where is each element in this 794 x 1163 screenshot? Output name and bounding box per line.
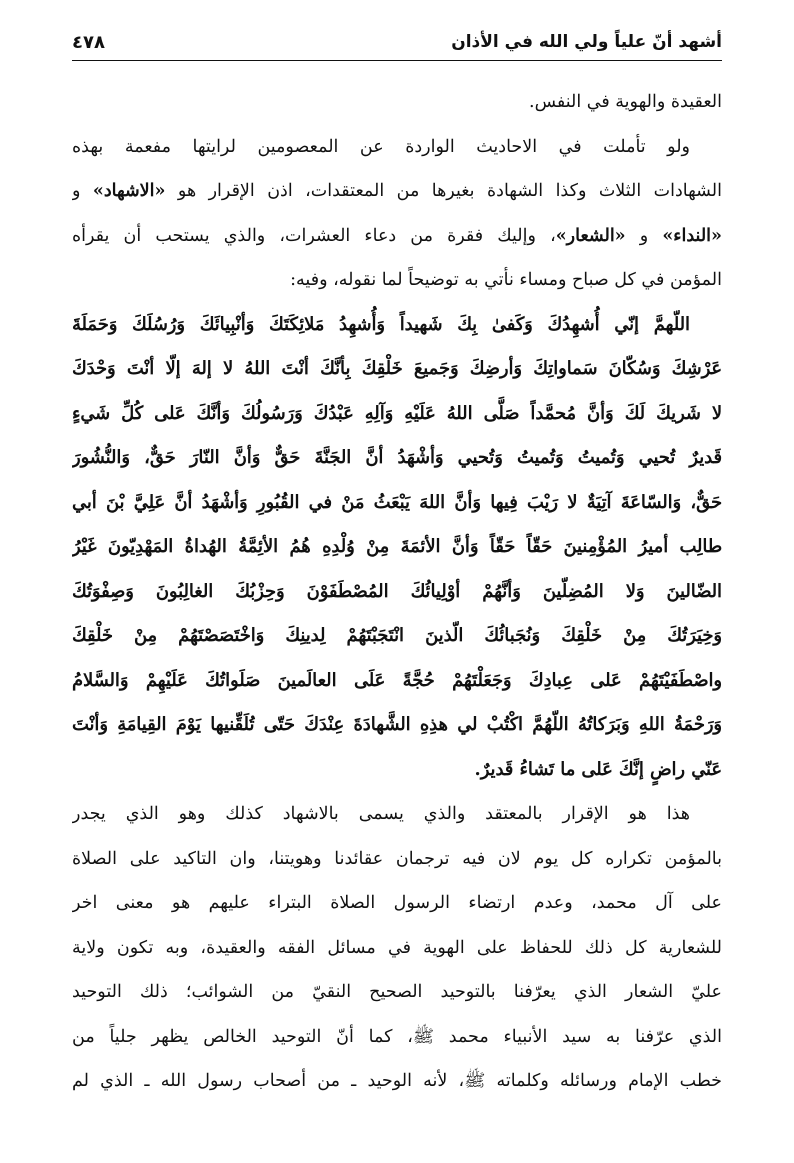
text-line: المؤمن في كل صباح ومساء نأتي به توضيحاً لما نقوله، وفيه: (290, 270, 722, 290)
prayer-line: وَخِيَرَتُكَ مِنْ خَلْقِكَ وَنُجَبائُكَ الّذينَ انْتَجَبْتَهُمْ لِدينِكَ وَاخْتَصَصْتَهُمْ مِنْ خَلْقِكَ (72, 625, 722, 646)
prayer-line: لا شَريكَ لَكَ وَأنَّ مُحمَّداً صَلَّى اللهُ عَلَيْهِ وَآلِهِ عَبْدُكَ وَرَسُولُكَ وَأنَّكَ عَلى كُلِّ شَيءٍ (72, 402, 722, 424)
text-line: ولو تأملت في الاحاديث الواردة عن المعصومين لرايتها مفعمة بهذه (72, 136, 690, 157)
text-line: خطب الإمام ورسائله وكلماته ﷺ، لأنه الوحيد ـ من أصحاب رسول الله ـ الذي لم (72, 1071, 722, 1091)
text-segment: ، وإليك فقرة من دعاء العشرات، والذي يستحب أن يقرأه (72, 225, 556, 246)
page-number: ٤٧٨ (72, 32, 105, 53)
text-line: على آل محمد، وعدم ارتضاء الرسول الصلاة البتراء عليهم هو معنى اخر (72, 893, 722, 913)
term-nida: «النداء» (662, 225, 722, 246)
conjunction: و (72, 181, 81, 201)
paragraph-3 (72, 792, 722, 1104)
prayer-line: الضّالينَ وَلا المُضِلّينَ وَأنَّهُمْ أوْلِيائُكَ المُصْطَفَوْنَ وَحِزْبُكَ الغالِبُونَ وَصِفْوَتُكَ (72, 580, 722, 602)
prayer-line: وَرَحْمَةُ اللهِ وَبَرَكاتُهُ اللّهُمَّ اكْتُبْ لي هذِهِ الشَّهادَةَ عِنْدَكَ حَتّى تُلَقِّنيها يَوْمَ القِيامَةِ وَأنْتَ (72, 714, 722, 735)
prayer-line: واصْطَفَيْتَهُمْ عَلى عِبادِكَ وَجَعَلْتَهُمْ حُجَّةً عَلَى العالَمينَ صَلَواتُكَ عَلَيْهِمْ وَالسَّلامُ (72, 669, 722, 691)
conjunction: و (639, 225, 649, 246)
prayer-line: عَرْشِكَ وَسُكّانَ سَماواتِكَ وَأرضِكَ وَجَميعَ خَلْقِكَ بِأنَّكَ أنْتَ اللهُ لا إلهَ إلّا أنْتَ وَحْدَكَ (72, 358, 722, 379)
prayer-line: قَديرٌ تُحيي وَتُميتُ وَتُميتُ وَتُحيي وَأشْهَدُ أنَّ الجَنَّةَ حَقٌّ وَأنَّ النّارَ حَقٌّ، وَالنُّشُورَ (72, 447, 722, 468)
text-line (72, 214, 722, 259)
text-line: للشعارية كل ذلك للحفاظ على الهوية في مسائل الفقه والعقيدة، وبه تكون ولاية (72, 937, 722, 958)
text-line: الذي عرّفنا به سيد الأنبياء محمد ﷺ، كما أنّ التوحيد الخالص يظهر جلياً من (72, 1026, 722, 1047)
prayer-line: طالِب أميرُ المُؤْمِنينَ حَقّاً حَقّاً وَأنَّ الأئمَةَ مِنْ وُلْدِهِ هُمُ الأئِمَّةُ الهُداةُ المَهْدِيّونَ غَيْرُ (72, 536, 722, 557)
text-line (72, 169, 722, 214)
prayer-line: حَقٌّ، وَالسّاعَةَ آتِيَةٌ لا رَيْبَ فِيها وَأنَّ اللهَ يَبْعَثُ مَنْ في القُبُورِ وَأشْهَدُ أنَّ عَلِيَّ بْنَ أبي (72, 491, 722, 513)
text-line: بالمؤمن تكراره كل يوم لان فيه ترجمان عقائدنا وهويتنا، وان التاكيد على الصلاة (72, 848, 722, 869)
prayer-quote (72, 303, 722, 793)
body-text (72, 80, 722, 1104)
paragraph-1 (72, 80, 722, 125)
text-line: عليّ الشعار الذي يعرّفنا بالتوحيد الصحيح النقيّ من الشوائب؛ ذلك التوحيد (72, 982, 722, 1002)
text-line: هذا هو الإقرار بالمعتقد والذي يسمى بالاشهاد كذلك وهو الذي يجدر (72, 804, 690, 824)
text-line: العقيدة والهوية في النفس. (529, 92, 722, 112)
prayer-line: عَنّي راضٍ إنَّكَ عَلى ما تَشاءُ قَديرٌ. (474, 758, 722, 780)
running-header (72, 26, 722, 61)
text-segment: الشهادات الثلاث وكذا الشهادة بغيرها من المعتقدات، اذن الإقرار هو (177, 181, 722, 201)
paragraph-2 (72, 125, 722, 303)
term-shiar: «الشعار» (555, 225, 626, 246)
chapter-title: أشهد أنّ علياً ولي الله في الأذان (451, 32, 722, 52)
prayer-line: اللّهمَّ إنّي أُشهِدُكَ وَكَفىٰ بِكَ شَهيداً وَأُشهِدُ مَلائِكَتَكَ وَأنْبِيائَكَ وَرُسُلَكَ وَحَمَلَةَ (72, 313, 690, 335)
term-ishhad: «الاشهاد» (92, 181, 166, 201)
